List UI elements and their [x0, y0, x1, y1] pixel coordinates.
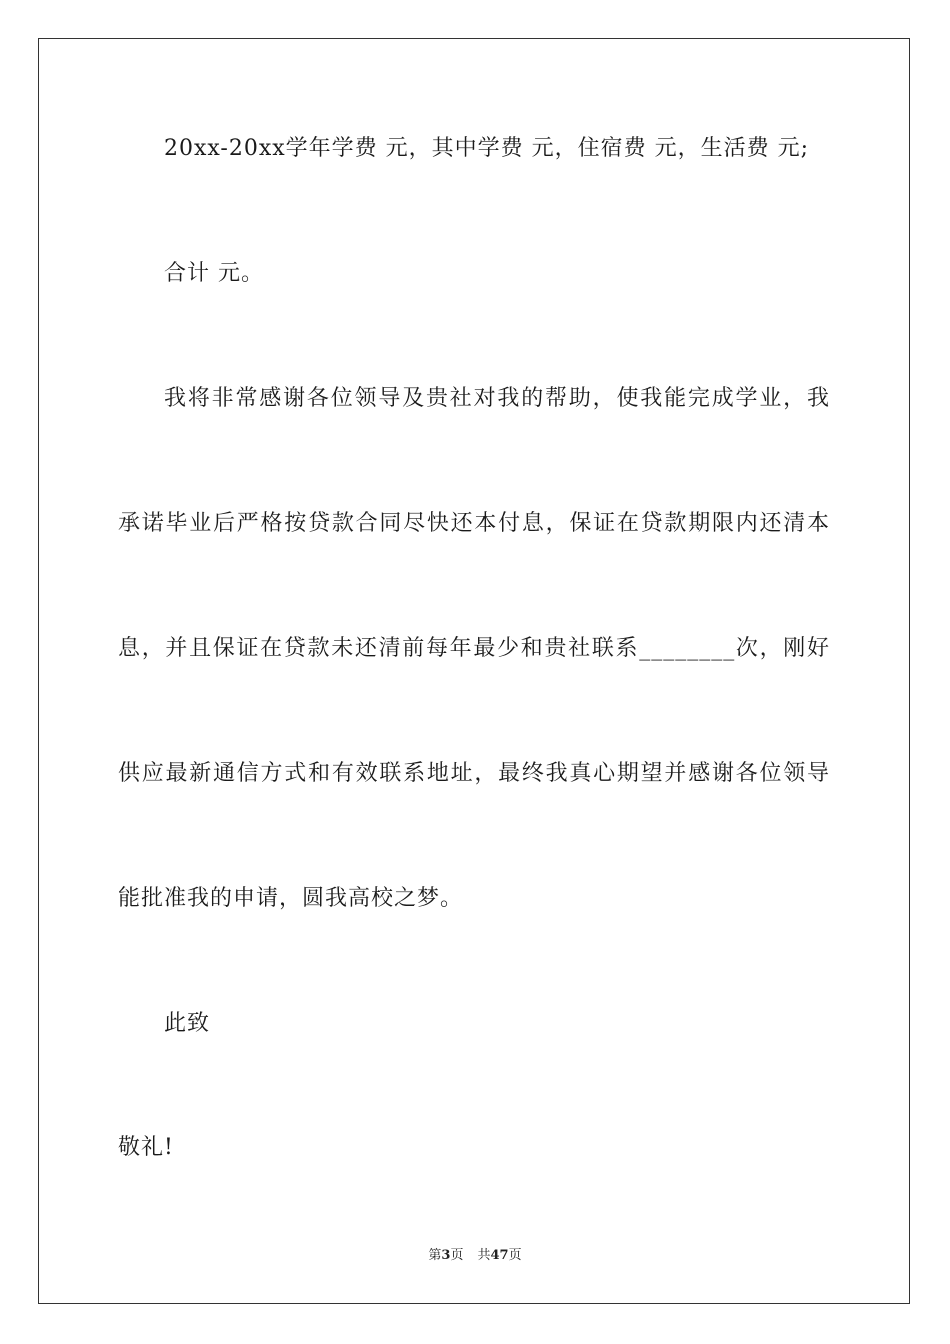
text-line-tuition: 20xx-20xx学年学费 元，其中学费 元，住宿费 元，生活费 元; [164, 136, 810, 161]
total-prefix: 共 [477, 1248, 491, 1263]
total-pages: 47 [490, 1248, 509, 1263]
text-line-approval: 能批准我的申请，圆我高校之梦。 [118, 886, 464, 911]
text-line-thanks: 我将非常感谢各位领导及贵社对我的帮助，使我能完成学业，我 [164, 386, 830, 411]
text-line-contact: 息，并且保证在贷款未还清前每年最少和贵社联系________次，刚好 [118, 636, 830, 661]
text-line-address: 供应最新通信方式和有效联系地址，最终我真心期望并感谢各位领导 [118, 761, 830, 786]
text-line-promise: 承诺毕业后严格按贷款合同尽快还本付息，保证在贷款期限内还清本 [118, 511, 830, 536]
page-number: 3 [441, 1248, 451, 1263]
closing-salutation: 此致 [164, 1011, 211, 1036]
total-suffix: 页 [508, 1248, 522, 1263]
page-suffix: 页 [450, 1248, 464, 1263]
text-line-total: 合计 元。 [164, 261, 264, 286]
page-frame [38, 38, 910, 1304]
page-prefix: 第 [428, 1248, 442, 1263]
closing-regards: 敬礼! [118, 1135, 174, 1160]
page-footer [0, 1247, 950, 1265]
